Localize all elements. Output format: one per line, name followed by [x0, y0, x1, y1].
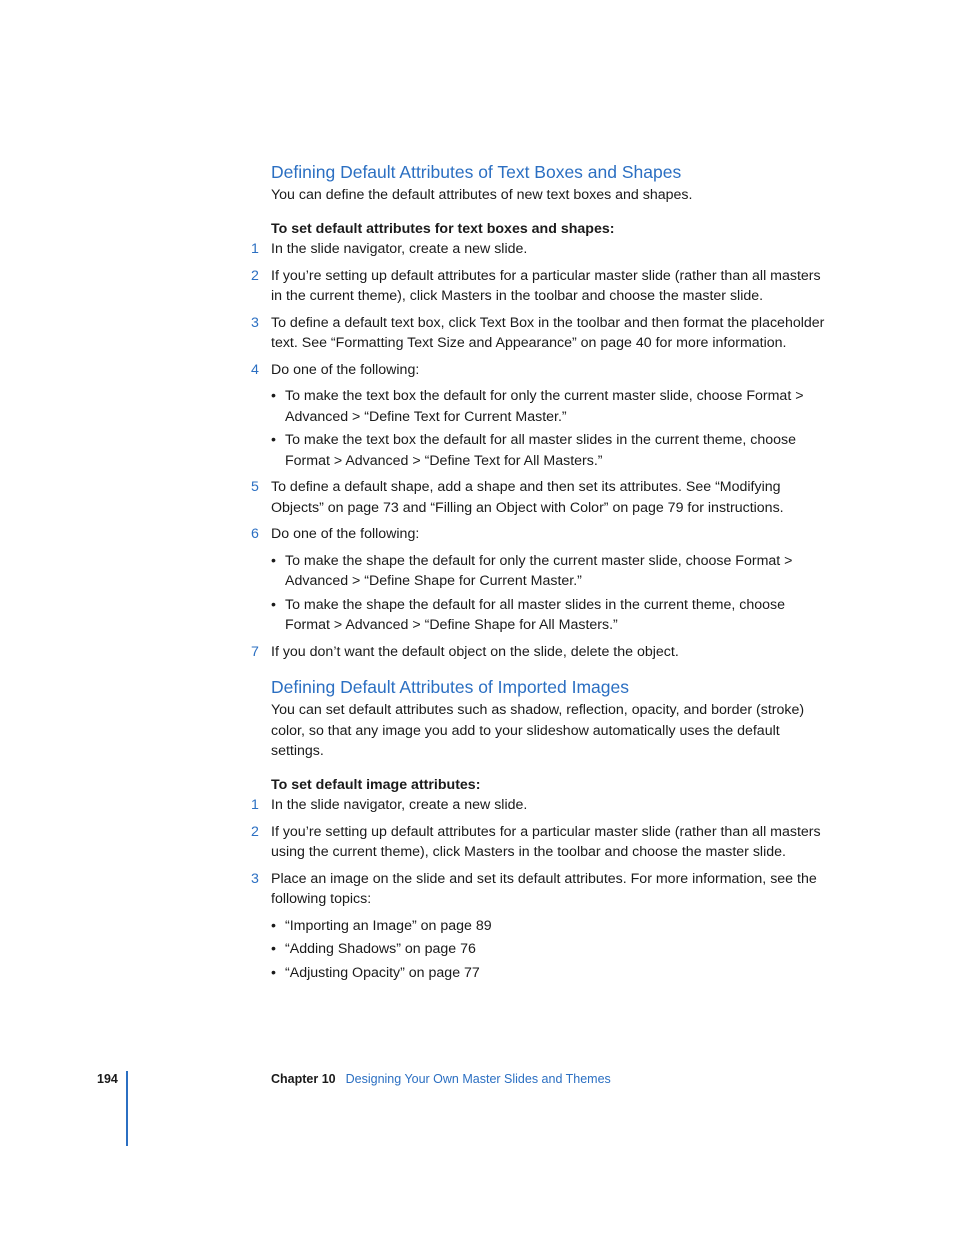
- step-item: [251, 642, 831, 663]
- bullet-icon: •: [271, 388, 276, 404]
- section-intro: You can define the default attributes of new text boxes and shapes.: [271, 187, 693, 203]
- step-item: [251, 822, 831, 863]
- bullet-list: [271, 551, 831, 636]
- chapter-label: Chapter 10: [271, 1072, 336, 1086]
- step-item: [251, 266, 831, 307]
- bullet-item: [271, 551, 831, 592]
- step-text: Place an image on the slide and set its default attributes. For more information, see the following topics:: [271, 870, 817, 907]
- bullet-item: [271, 963, 831, 984]
- bullet-list: [271, 916, 831, 984]
- step-item: [251, 477, 831, 518]
- footer-divider: [126, 1071, 128, 1146]
- step-item: [251, 869, 831, 984]
- step-number: 1: [251, 241, 259, 257]
- task-heading: To set default attributes for text boxes and shapes:: [271, 220, 615, 237]
- step-item: [251, 360, 831, 472]
- steps-list: [251, 795, 831, 983]
- footer: [271, 1072, 611, 1086]
- bullet-icon: •: [271, 964, 276, 981]
- bullet-icon: •: [271, 552, 276, 569]
- bullet-item: [271, 916, 831, 937]
- section-imported-images: [251, 675, 831, 983]
- bullet-text: To make the shape the default for all master slides in the current theme, choose Format > Advanced > “Define Shape for All Masters.”: [285, 596, 785, 633]
- step-text: If you’re setting up default attributes for a particular master slide (rather than all masters in the current theme), click Masters in the toolbar and choose the master slide.: [271, 267, 821, 304]
- task-heading: To set default image attributes:: [271, 776, 481, 793]
- bullet-icon: •: [271, 432, 276, 448]
- section-heading: Defining Default Attributes of Text Boxes and Shapes: [271, 162, 682, 182]
- bullet-text: “Importing an Image” on page 89: [285, 917, 492, 934]
- bullet-item: [271, 595, 831, 636]
- step-text: In the slide navigator, create a new slide.: [271, 797, 528, 813]
- bullet-text: “Adding Shadows” on page 76: [285, 941, 476, 957]
- step-text: In the slide navigator, create a new slide.: [271, 241, 528, 257]
- page-content: [251, 160, 831, 983]
- bullet-text: “Adjusting Opacity” on page 77: [285, 964, 480, 981]
- step-number: 7: [251, 643, 259, 660]
- step-text: To define a default text box, click Text Box in the toolbar and then format the placeholder text. See “Formatting Text Size and Appearance” on page 40 for more information.: [271, 314, 825, 351]
- bullet-item: [271, 386, 831, 427]
- step-text: Do one of the following:: [271, 526, 420, 542]
- bullet-list: [271, 386, 831, 471]
- bullet-text: To make the text box the default for all master slides in the current theme, choose Format > Advanced > “Define Text for All Masters.”: [285, 432, 797, 469]
- step-text: If you don’t want the default object on the slide, delete the object.: [271, 643, 679, 660]
- bullet-item: [271, 939, 831, 960]
- section-intro: You can set default attributes such as shadow, reflection, opacity, and border (stroke) color, so that any image you add to your slideshow automatically uses the default settings.: [271, 702, 805, 759]
- step-number: 3: [251, 870, 259, 887]
- bullet-text: To make the text box the default for only the current master slide, choose Format > Advanced > “Define Text for Current Master.”: [285, 388, 804, 425]
- steps-list: [251, 239, 831, 662]
- bullet-text: To make the shape the default for only the current master slide, choose Format > Advanced > “Define Shape for Current Master.”: [285, 552, 793, 589]
- section-heading: Defining Default Attributes of Imported Images: [271, 677, 629, 697]
- step-item: [251, 795, 831, 816]
- bullet-icon: •: [271, 941, 276, 957]
- bullet-icon: •: [271, 596, 276, 613]
- page-number: 194: [97, 1072, 118, 1086]
- section-text-boxes-and-shapes: [251, 160, 831, 662]
- step-number: 3: [251, 314, 259, 331]
- step-text: If you’re setting up default attributes for a particular master slide (rather than all masters using the current theme), click Masters in the toolbar and choose the master slide.: [271, 823, 821, 860]
- step-item: [251, 239, 831, 260]
- step-number: 5: [251, 479, 259, 495]
- step-number: 6: [251, 526, 259, 542]
- step-text: Do one of the following:: [271, 361, 420, 378]
- bullet-item: [271, 430, 831, 471]
- step-number: 2: [251, 823, 259, 840]
- step-item: [251, 313, 831, 354]
- step-number: 1: [251, 797, 259, 813]
- step-item: [251, 524, 831, 636]
- step-text: To define a default shape, add a shape and then set its attributes. See “Modifying Objects” on page 73 and “Filling an Object with Color” on page 79 for instructions.: [271, 479, 784, 516]
- step-number: 4: [251, 361, 259, 378]
- step-number: 2: [251, 267, 259, 284]
- chapter-title: Designing Your Own Master Slides and Themes: [345, 1072, 611, 1086]
- bullet-icon: •: [271, 917, 276, 934]
